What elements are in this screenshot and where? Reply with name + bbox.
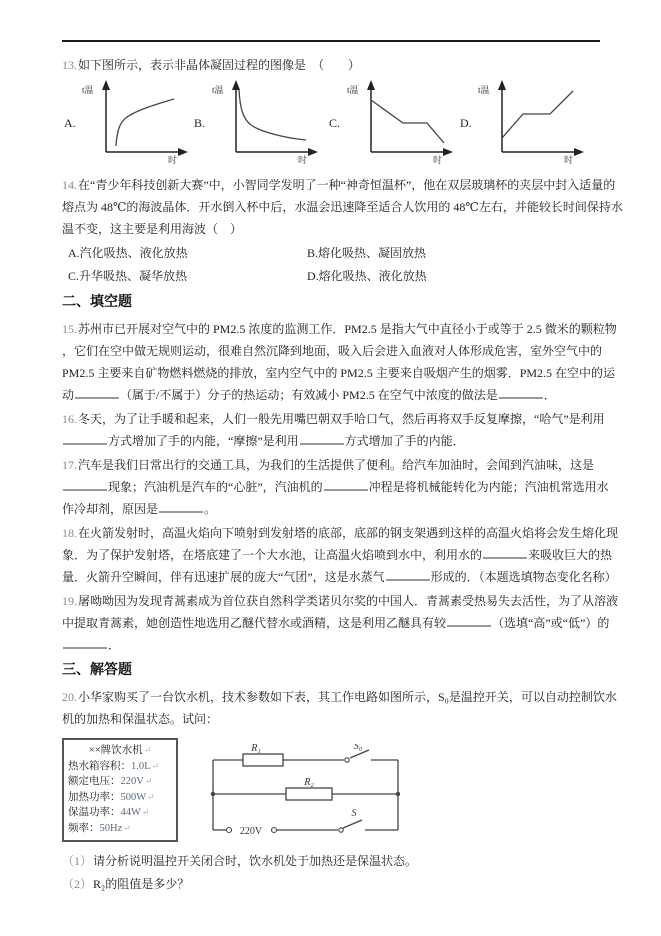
spec-row-capacity	[68, 759, 172, 775]
return-mark-icon: ↵	[144, 776, 153, 786]
spec-table-title: ××牌饮水机	[88, 745, 143, 756]
question-13-graphs	[62, 78, 614, 170]
graph-a-xlabel: 时	[168, 155, 178, 165]
question-18-line-3: 量．火箭升空瞬间，伴有迅速扩展的庞大“气团”，这是水蒸气 形成的．（本题选填物态变化名称）	[62, 570, 617, 584]
resistor-r1	[243, 754, 283, 766]
graph-b-plot	[210, 78, 322, 166]
graph-a-curve	[116, 99, 174, 146]
return-mark-icon: ↵	[123, 822, 131, 833]
graph-b-curve	[239, 90, 306, 140]
question-17-line-2: 现象；汽油机是汽车的“心脏”，汽油机的 冲程是将机械能转化为内能；汽油机常选用水	[62, 476, 614, 498]
label-r2: R₂	[304, 777, 314, 788]
graph-a-ylabel: t温	[82, 85, 94, 95]
question-15-line-1: 苏州市已开展对空气中的 PM2.5 浓度的监测工作．PM2.5 是指大气中直径小于或等于 2.5 微米的颗粒物	[78, 322, 617, 336]
spec-value: 220V	[120, 776, 144, 787]
option-a: A.汽化吸热、液化放热	[68, 246, 188, 260]
question-14-line-3: 温不变，这主要是利用海波（ ）	[62, 222, 243, 236]
question-16-line-2: 方式增加了手的内能，“摩擦”是利用 方式增加了手的内能．	[62, 430, 614, 452]
question-19-number: 19.	[62, 594, 77, 608]
question-13-stem	[62, 54, 614, 76]
answer-blank	[63, 638, 107, 649]
switch-s-contact	[339, 828, 343, 832]
question-18	[62, 522, 619, 588]
question-16-number: 16.	[62, 412, 77, 426]
question-14-line-1: 在“青少年科技创新大赛”中，小智同学发明了一种“神奇恒温杯”，他在双层玻璃杯的夹层中封入适量的	[78, 178, 616, 192]
options-row-2	[62, 265, 614, 288]
question-line	[62, 590, 619, 612]
answer-blank	[386, 570, 430, 581]
graph-d-xlabel: 时	[564, 155, 574, 165]
question-15-line-3: PM2.5 主要来自矿物燃料燃烧的排放，室内空气中的 PM2.5 主要来自吸烟产生的烟雾．PM2.5 在空中的运	[62, 366, 616, 380]
label-voltage: 220V	[239, 826, 263, 837]
spec-table-title-row	[68, 743, 172, 759]
question-14-options	[62, 242, 614, 288]
question-13-number: 13.	[62, 58, 77, 72]
graph-b-key: B.	[194, 116, 206, 130]
section-fill-blank-title: 二、填空题	[62, 295, 132, 310]
question-20-line-2: 机的加热和保温状态。试问：	[62, 712, 219, 726]
sub-question-2	[62, 873, 614, 896]
question-20	[62, 686, 617, 896]
question-20-number: 20.	[62, 690, 77, 704]
page-top-rule	[62, 40, 600, 42]
graph-d-key: D.	[460, 116, 472, 130]
y-axis-arrow	[367, 80, 375, 90]
x-axis-arrow	[178, 148, 188, 156]
answer-blank	[499, 388, 543, 399]
source-terminal-right	[272, 828, 277, 833]
graph-d-ylabel: t温	[478, 85, 490, 95]
label-s: S	[351, 808, 357, 819]
option-d: D.熔化吸热、液化放热	[307, 269, 427, 283]
x-axis-arrow	[574, 148, 584, 156]
answer-blank	[324, 480, 368, 491]
question-18-line-1: 在火箭发射时，高温火焰向下喷射到发射塔的底部，底部的钢支架遇到这样的高温火焰将会发生熔化现	[78, 526, 619, 540]
graph-c-xlabel: 时	[433, 155, 443, 165]
question-19-line-3: ．	[62, 634, 614, 656]
option-b: B.熔化吸热、凝固放热	[307, 246, 427, 260]
answer-blank	[159, 502, 203, 513]
question-16-line-1: 冬天，为了让手暖和起来，人们一般先用嘴巴朝双手哈口气，然后再将双手反复摩擦，“哈气”是利用	[78, 412, 605, 426]
junction-dot-left	[211, 792, 215, 796]
y-axis-arrow	[102, 80, 110, 90]
question-16	[62, 408, 614, 452]
spec-row-keepwarm-power	[68, 805, 172, 821]
graph-a-key: A.	[64, 116, 76, 130]
question-17-line-1: 汽车是我们日常出行的交通工具，为我们的生活提供了便利。给汽车加油时，会闻到汽油味，这是	[78, 458, 595, 472]
question-line	[62, 454, 614, 476]
graph-a-plot	[80, 78, 192, 166]
spec-value: 500W	[120, 791, 147, 803]
answer-blank	[447, 616, 491, 627]
source-terminal-left	[227, 828, 232, 833]
question-17-number: 17.	[62, 458, 77, 472]
graph-d-curve	[502, 91, 573, 138]
spec-label: 热水箱容积：	[68, 760, 131, 772]
sub-question-1	[62, 850, 614, 873]
question-20-figure	[62, 738, 614, 846]
question-line	[62, 522, 619, 544]
question-line	[62, 408, 614, 430]
question-20-line-1: 小华家购买了一台饮水机，技术参数如下表，其工作电路如图所示，S₀是温控开关，可以自动控制饮水	[78, 690, 617, 704]
spec-label: 额定电压：	[68, 776, 121, 787]
question-13	[62, 54, 614, 170]
spec-row-voltage	[68, 774, 172, 790]
resistor-r2	[286, 788, 332, 800]
sub-question-2-number: （2）	[62, 877, 93, 891]
label-s0: S₀	[353, 744, 363, 752]
question-14-number: 14.	[62, 178, 77, 192]
question-15	[62, 318, 617, 406]
graph-c-ylabel: t温	[347, 85, 359, 95]
circuit-diagram	[198, 744, 413, 845]
x-axis-arrow	[443, 148, 453, 156]
answer-blank	[300, 434, 344, 445]
spec-row-frequency	[68, 821, 172, 837]
graph-c-curve	[371, 100, 444, 143]
graph-c-key: C.	[329, 116, 341, 130]
question-line	[62, 174, 614, 196]
question-18-line-2: 象．为了保护发射塔，在塔底建了一个大水池，让高温火焰喷到水中，利用水的 来吸收巨大的热	[62, 548, 613, 562]
return-mark-icon: ↵	[143, 745, 152, 755]
graph-d-plot	[476, 78, 588, 166]
graph-option-b	[192, 78, 324, 170]
question-15-line-2: ，它们在空中做无规则运动，很难自然沉降到地面，吸入后会进入血液对人体形成危害，室外空气中的	[62, 344, 603, 358]
y-axis-arrow	[498, 80, 506, 90]
water-dispenser-spec-table	[62, 738, 178, 842]
label-r1: R₁	[251, 744, 261, 754]
exam-content	[62, 54, 623, 898]
y-axis-arrow	[232, 80, 240, 90]
options-row-1	[62, 242, 614, 265]
question-19	[62, 590, 619, 656]
question-14	[62, 174, 623, 288]
graph-option-d	[458, 78, 590, 170]
graph-option-a	[62, 78, 194, 170]
question-line	[62, 318, 617, 340]
question-15-line-4: 动 （属于/不属于）分子的热运动；有效减小 PM2.5 在空气中浓度的做法是 ．	[62, 388, 556, 402]
spec-value: 44W	[120, 807, 141, 818]
question-13-text: 如下图所示，表示非晶体凝固过程的图像是 （ ）	[78, 58, 361, 72]
graph-b-ylabel: t温	[212, 85, 224, 95]
question-18-number: 18.	[62, 526, 77, 540]
spec-row-heating-power	[68, 790, 172, 806]
switch-s0-contact	[345, 758, 349, 762]
sub-question-1-text: 请分析说明温控开关闭合时，饮水机处于加热还是保温状态。	[93, 854, 418, 868]
return-mark-icon: ↵	[141, 807, 150, 817]
answer-blank	[483, 548, 527, 559]
question-19-line-1: 屠呦呦因为发现青蒿素成为首位获自然科学类诺贝尔奖的中国人．青蒿素受热易失去活性，为了从溶液	[78, 594, 619, 608]
junction-dot-right	[396, 792, 400, 796]
graph-c-plot	[345, 78, 457, 166]
x-axis-arrow	[308, 148, 318, 156]
question-17-line-3: 作冷却剂，原因是 。	[62, 502, 217, 516]
spec-value: 1.0L	[131, 760, 151, 772]
sub-question-2-text: R₂的阻值是多少？	[93, 877, 190, 891]
spec-value: 50Hz	[99, 822, 123, 834]
graph-option-c	[327, 78, 459, 170]
option-c: C.升华吸热、凝华放热	[68, 269, 188, 283]
section-answer-title: 三、解答题	[62, 663, 132, 678]
return-mark-icon: ↵	[151, 760, 160, 771]
spec-label: 保温功率：	[68, 807, 121, 818]
spec-label: 加热功率：	[68, 791, 121, 803]
circuit-svg	[198, 744, 413, 840]
answer-blank	[63, 480, 107, 491]
spec-label: 频率：	[68, 822, 100, 834]
question-19-line-2: 中提取青蒿素，她创造性地选用乙醚代替水或酒精，这是利用乙醚具有较 （选填“高”或“低”）的	[62, 616, 610, 630]
answer-blank	[75, 388, 119, 399]
sub-question-1-number: （1）	[62, 854, 93, 868]
answer-blank	[63, 434, 107, 445]
graph-b-xlabel: 时	[298, 155, 308, 165]
question-line	[62, 686, 617, 708]
question-14-line-2: 熔点为 48℃的海波晶体．开水倒入杯中后，水温会迅速降至适合人饮用的 48℃左右，并能较长时间保持水	[62, 200, 623, 214]
question-17	[62, 454, 614, 520]
switch-s-blade	[343, 820, 362, 828]
return-mark-icon: ↵	[147, 791, 155, 802]
question-15-number: 15.	[62, 322, 77, 336]
